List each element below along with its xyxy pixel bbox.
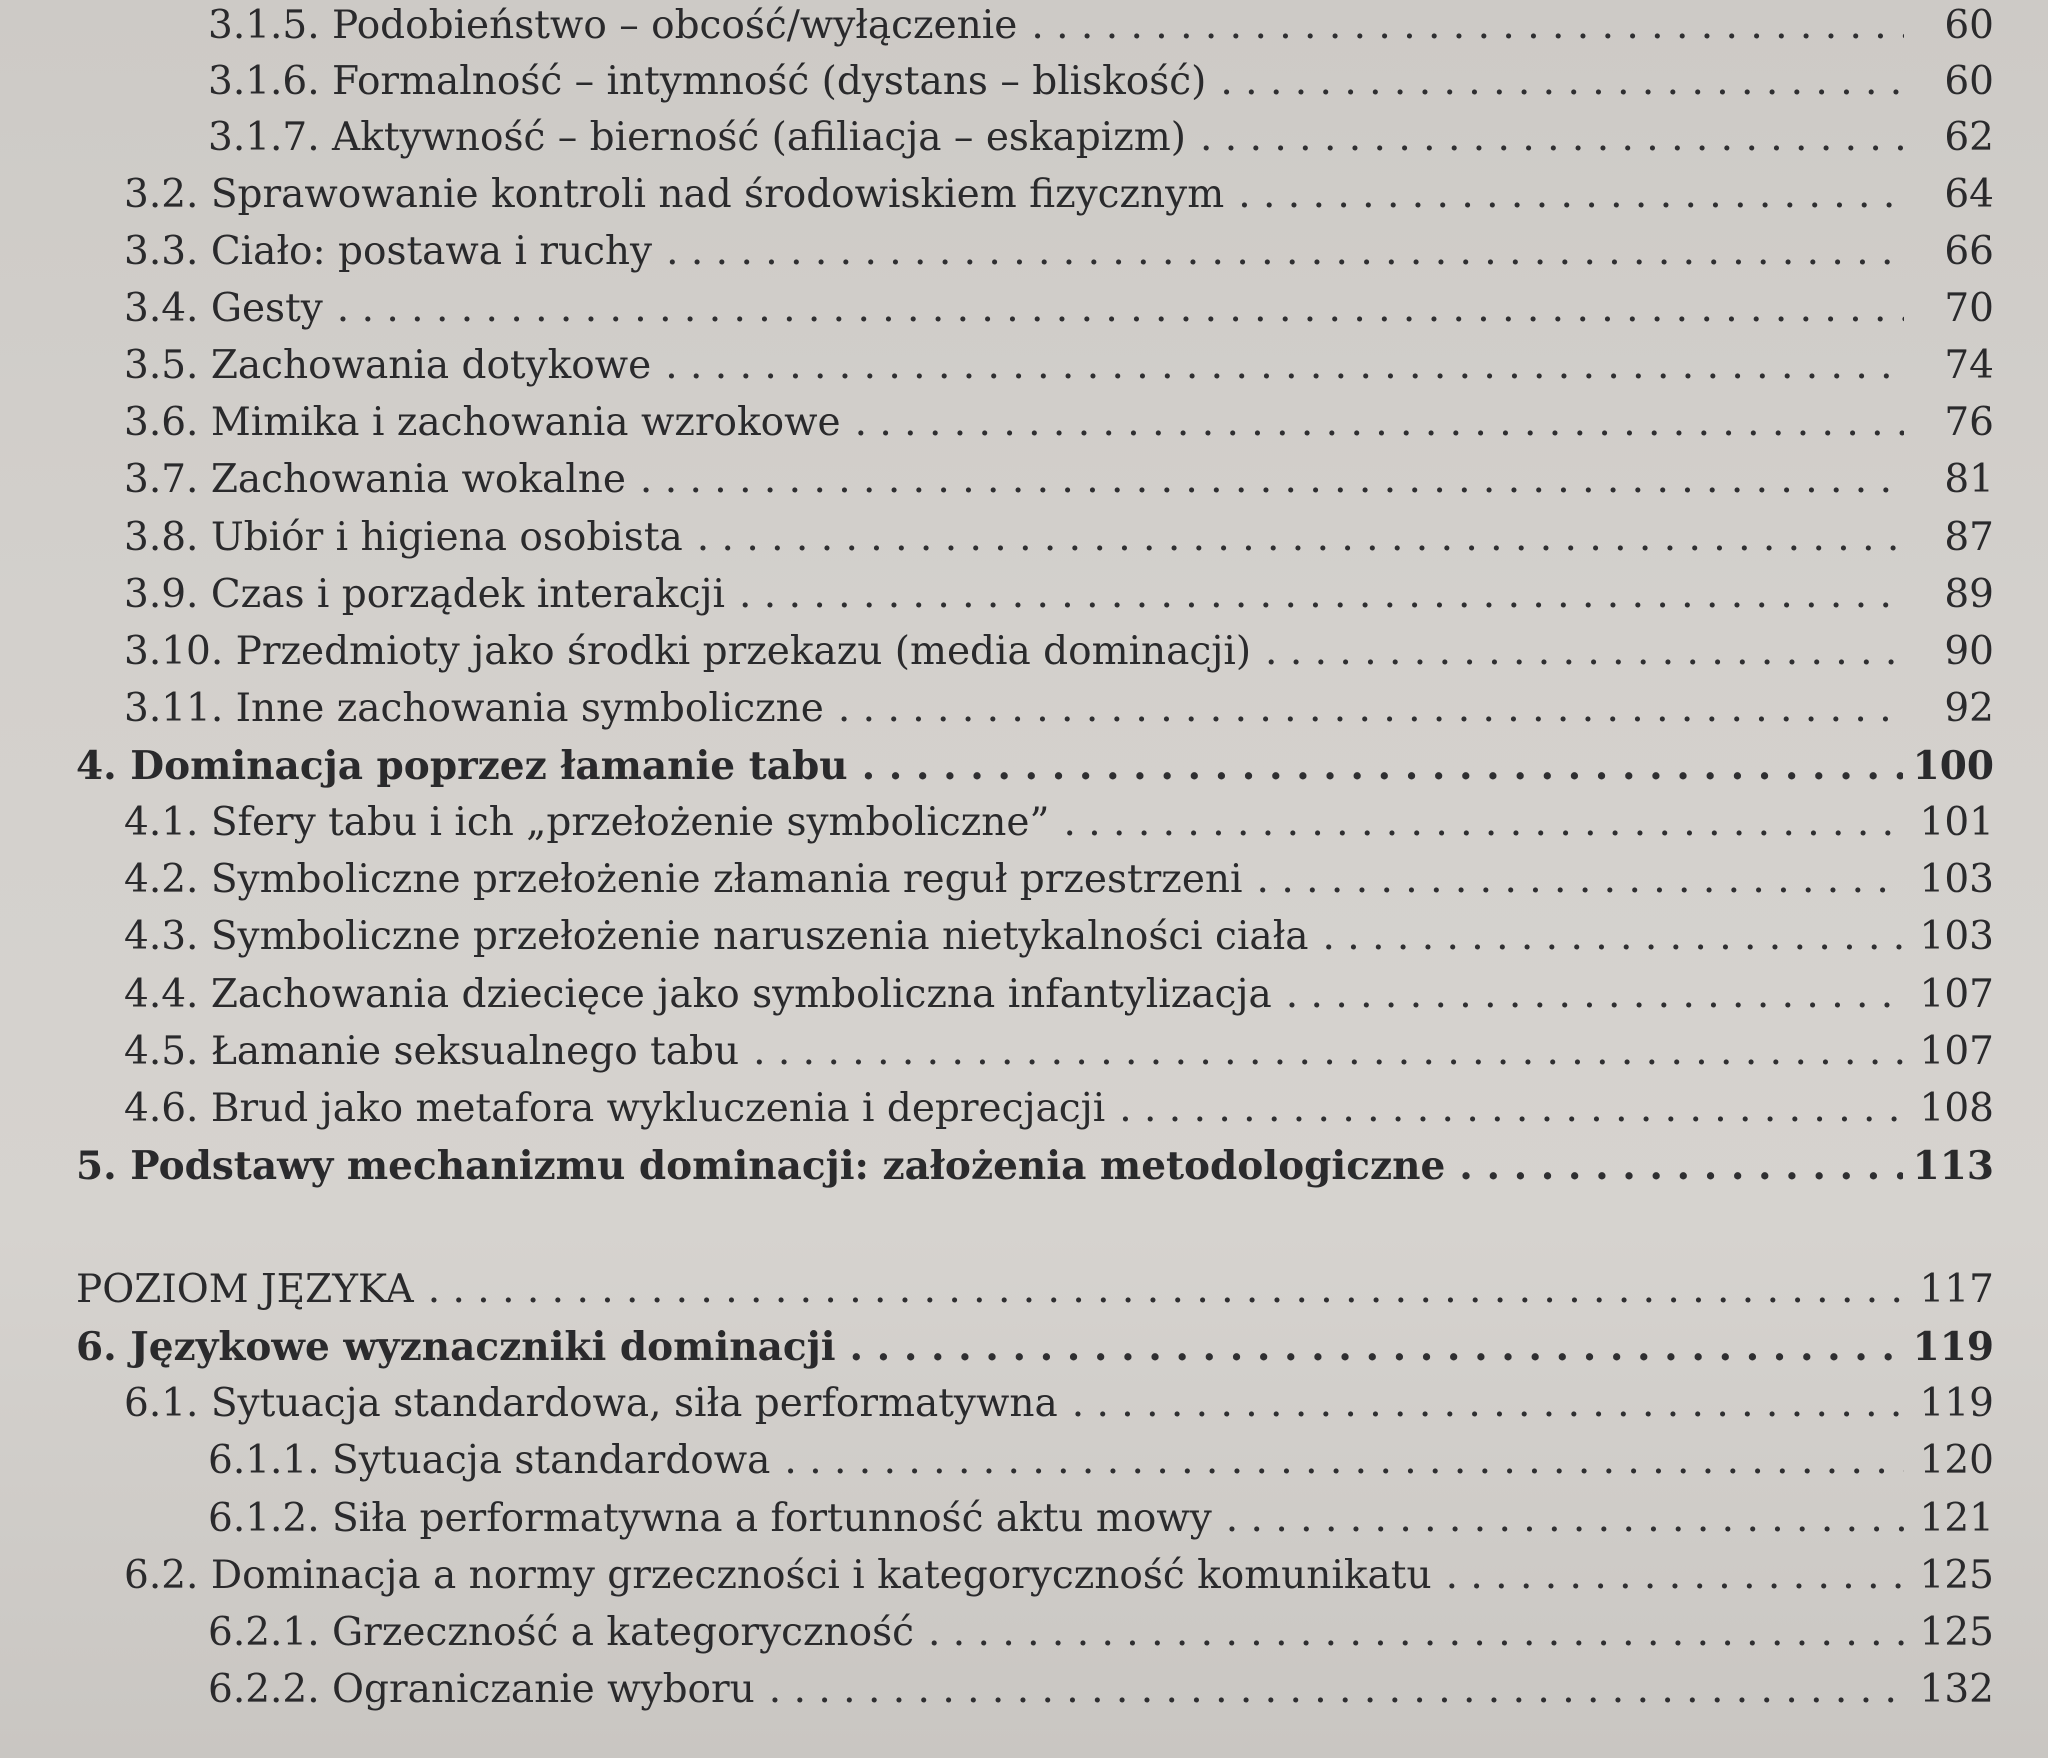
toc-entry-page: 107 bbox=[1919, 1029, 1994, 1074]
dot-leader bbox=[850, 1323, 1903, 1371]
toc-entry bbox=[124, 685, 1994, 733]
toc-entry-title: 6.1.2. Siła performatywna a fortunność aktu mowy bbox=[208, 1496, 1212, 1541]
toc-entry-page: 60 bbox=[1944, 3, 1994, 48]
toc-entry-title: 4.3. Symboliczne przełożenie naruszenia nietykalności ciała bbox=[124, 914, 1309, 959]
toc-entry-page: 132 bbox=[1919, 1667, 1994, 1712]
toc-entry-title: POZIOM JĘZYKA bbox=[76, 1267, 414, 1312]
toc-entry-title: 3.5. Zachowania dotykowe bbox=[124, 343, 652, 388]
toc-entry-page: 125 bbox=[1919, 1610, 1994, 1655]
toc-entry-title: 4.1. Sfery tabu i ich „przełożenie symboliczne” bbox=[124, 800, 1050, 845]
toc-entry-page: 87 bbox=[1944, 515, 1994, 560]
toc-entry-title: 4. Dominacja poprzez łamanie tabu bbox=[76, 743, 848, 789]
dot-leader bbox=[697, 514, 1904, 562]
toc-entry-title: 6.2.1. Grzeczność a kategoryczność bbox=[208, 1610, 914, 1655]
dot-leader bbox=[1063, 799, 1904, 847]
dot-leader bbox=[1286, 971, 1904, 1019]
toc-entry-page: 64 bbox=[1944, 172, 1994, 217]
toc-entry-title: 3.8. Ubiór i higiena osobista bbox=[124, 515, 683, 560]
toc-entry-title: 3.9. Czas i porządek interakcji bbox=[124, 572, 725, 617]
toc-entry bbox=[124, 571, 1994, 619]
dot-leader bbox=[1200, 114, 1904, 162]
dot-leader bbox=[428, 1266, 1904, 1314]
toc-entry-page: 113 bbox=[1912, 1143, 1994, 1189]
dot-leader bbox=[838, 685, 1904, 733]
toc-entry-page: 66 bbox=[1944, 229, 1994, 274]
dot-leader bbox=[1446, 1552, 1904, 1600]
dot-leader bbox=[1459, 1142, 1902, 1190]
toc-entry bbox=[76, 1323, 1994, 1371]
toc-entry bbox=[208, 1495, 1994, 1543]
dot-leader bbox=[1257, 856, 1904, 904]
dot-leader bbox=[928, 1609, 1904, 1657]
toc-entry bbox=[124, 1028, 1994, 1076]
toc-entry bbox=[124, 456, 1994, 504]
dot-leader bbox=[665, 342, 1904, 390]
toc-entry-title: 4.6. Brud jako metafora wykluczenia i deprecjacji bbox=[124, 1086, 1106, 1131]
dot-leader bbox=[666, 228, 1904, 276]
toc-entry-page: 121 bbox=[1919, 1496, 1994, 1541]
toc-entry-page: 100 bbox=[1912, 743, 1994, 789]
toc-entry-page: 70 bbox=[1944, 286, 1994, 331]
toc-entry bbox=[124, 628, 1994, 676]
dot-leader bbox=[1238, 171, 1904, 219]
toc-entry bbox=[124, 1085, 1994, 1133]
toc-entry-title: 3.1.6. Formalność – intymność (dystans – bliskość) bbox=[208, 59, 1207, 104]
dot-leader bbox=[640, 456, 1904, 504]
dot-leader bbox=[1072, 1380, 1904, 1428]
toc-entry bbox=[124, 171, 1994, 219]
toc-entry bbox=[124, 514, 1994, 562]
toc-entry bbox=[76, 1266, 1994, 1314]
toc-entry-page: 76 bbox=[1944, 400, 1994, 445]
dot-leader bbox=[753, 1028, 1904, 1076]
toc-entry bbox=[124, 799, 1994, 847]
toc-entry bbox=[124, 285, 1994, 333]
toc-entry-page: 101 bbox=[1919, 800, 1994, 845]
toc-entry bbox=[208, 1666, 1994, 1714]
dot-leader bbox=[769, 1666, 1904, 1714]
toc-entry-page: 119 bbox=[1919, 1381, 1994, 1426]
toc-entry-page: 117 bbox=[1919, 1267, 1994, 1312]
toc-entry-title: 4.2. Symboliczne przełożenie złamania reguł przestrzeni bbox=[124, 857, 1243, 902]
toc-entry bbox=[124, 228, 1994, 276]
dot-leader bbox=[1323, 913, 1904, 961]
toc-entry bbox=[124, 1552, 1994, 1600]
toc-entry-page: 74 bbox=[1944, 343, 1994, 388]
toc-entry bbox=[124, 913, 1994, 961]
dot-leader bbox=[1226, 1495, 1904, 1543]
toc-entry-title: 6. Językowe wyznaczniki dominacji bbox=[76, 1324, 836, 1370]
toc-entry bbox=[76, 1142, 1994, 1190]
dot-leader bbox=[739, 571, 1904, 619]
toc-entry bbox=[124, 399, 1994, 447]
toc-entry-page: 103 bbox=[1919, 914, 1994, 959]
toc-entry bbox=[124, 342, 1994, 390]
toc-entry-title: 6.2.2. Ograniczanie wyboru bbox=[208, 1667, 755, 1712]
toc-entry-title: 6.2. Dominacja a normy grzeczności i kategoryczność komunikatu bbox=[124, 1553, 1432, 1598]
toc-entry bbox=[124, 856, 1994, 904]
toc-entry-page: 90 bbox=[1944, 629, 1994, 674]
toc-entry-title: 3.3. Ciało: postawa i ruchy bbox=[124, 229, 653, 274]
toc-entry bbox=[76, 742, 1994, 790]
toc-entry-title: 3.11. Inne zachowania symboliczne bbox=[124, 686, 824, 731]
toc-entry bbox=[124, 1380, 1994, 1428]
toc-entry-title: 3.2. Sprawowanie kontroli nad środowiskiem fizycznym bbox=[124, 172, 1225, 217]
toc-entry-title: 6.1. Sytuacja standardowa, siła performatywna bbox=[124, 1381, 1058, 1426]
toc-entry-page: 62 bbox=[1944, 115, 1994, 160]
toc-entry-title: 3.1.5. Podobieństwo – obcość/wyłączenie bbox=[208, 3, 1018, 48]
toc-entry-title: 3.10. Przedmioty jako środki przekazu (media dominacji) bbox=[124, 629, 1252, 674]
toc-entry bbox=[208, 2, 1994, 50]
toc-entry bbox=[208, 1437, 1994, 1485]
toc-entry-page: 92 bbox=[1944, 686, 1994, 731]
toc-entry-page: 120 bbox=[1919, 1438, 1994, 1483]
toc-entry-page: 125 bbox=[1919, 1553, 1994, 1598]
toc-entry-title: 4.4. Zachowania dziecięce jako symboliczna infantylizacja bbox=[124, 972, 1272, 1017]
toc-entry bbox=[208, 1609, 1994, 1657]
toc-entry-title: 3.7. Zachowania wokalne bbox=[124, 457, 626, 502]
toc-entry bbox=[208, 58, 1994, 106]
dot-leader bbox=[855, 399, 1904, 447]
toc-entry-title: 3.4. Gesty bbox=[124, 286, 323, 331]
toc-entry-page: 107 bbox=[1919, 972, 1994, 1017]
toc-entry bbox=[124, 971, 1994, 1019]
toc-entry-page: 119 bbox=[1912, 1324, 1994, 1370]
dot-leader bbox=[337, 285, 1904, 333]
dot-leader bbox=[1031, 2, 1904, 50]
toc-entry-title: 3.1.7. Aktywność – bierność (afiliacja – eskapizm) bbox=[208, 115, 1186, 160]
dot-leader bbox=[784, 1437, 1904, 1485]
toc-entry-page: 103 bbox=[1919, 857, 1994, 902]
toc-entry-page: 81 bbox=[1944, 457, 1994, 502]
dot-leader bbox=[862, 742, 1903, 790]
toc-entry-page: 60 bbox=[1944, 59, 1994, 104]
dot-leader bbox=[1265, 628, 1904, 676]
toc-entry-title: 4.5. Łamanie seksualnego tabu bbox=[124, 1029, 740, 1074]
toc-entry-title: 5. Podstawy mechanizmu dominacji: założenia metodologiczne bbox=[76, 1143, 1446, 1189]
toc-entry-title: 3.6. Mimika i zachowania wzrokowe bbox=[124, 400, 841, 445]
toc-entry-title: 6.1.1. Sytuacja standardowa bbox=[208, 1438, 771, 1483]
toc-entry bbox=[208, 114, 1994, 162]
toc-entry-page: 89 bbox=[1944, 572, 1994, 617]
toc-entry-page: 108 bbox=[1919, 1086, 1994, 1131]
dot-leader bbox=[1220, 58, 1904, 106]
dot-leader bbox=[1119, 1085, 1904, 1133]
